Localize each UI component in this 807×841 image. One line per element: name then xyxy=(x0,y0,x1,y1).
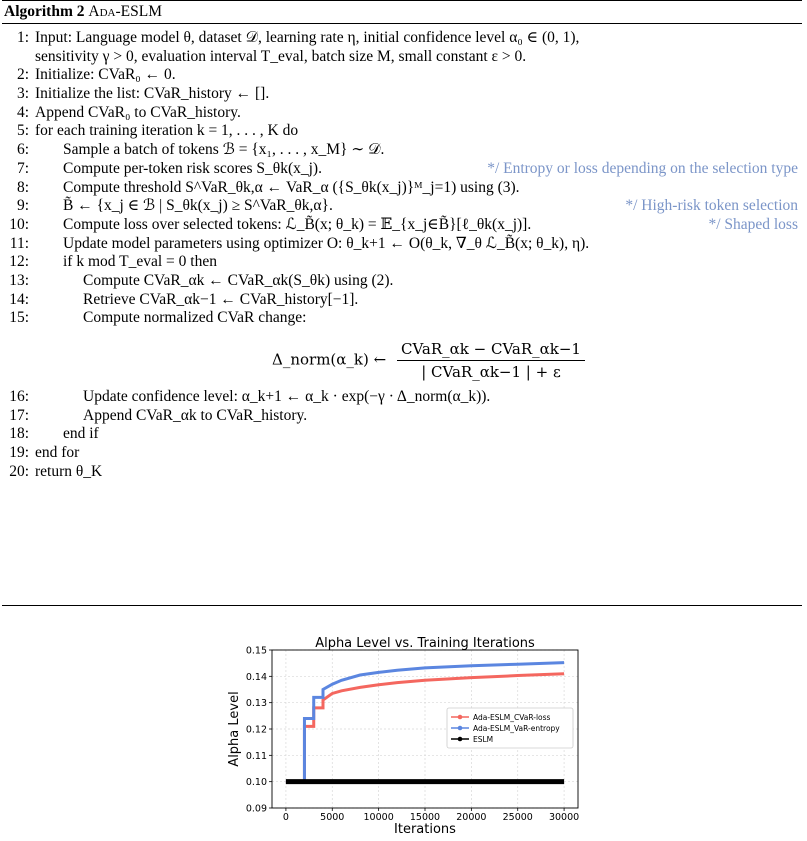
line-number: 1: xyxy=(16,29,29,46)
line-number: 20: xyxy=(9,462,29,480)
algorithm-label: Algorithm 2 xyxy=(4,3,85,20)
legend-marker xyxy=(458,737,463,742)
line-number: 12: xyxy=(9,253,29,271)
line-text: Initialize the list: CVaR_history ← []. xyxy=(35,85,270,103)
x-tick-label: 0 xyxy=(282,812,289,823)
line-number: 4: xyxy=(16,103,29,121)
x-tick-label: 30000 xyxy=(548,812,580,823)
line-number: 11: xyxy=(9,234,29,252)
x-tick-label: 20000 xyxy=(456,812,487,823)
line-number: 10: xyxy=(9,215,29,233)
line-text: Initialize: CVaR₀ ← 0. xyxy=(35,66,176,84)
y-tick-label: 0.13 xyxy=(245,698,267,710)
x-tick-label: 5000 xyxy=(320,812,345,823)
line-text: return θ_K xyxy=(35,462,103,480)
algorithm-name: Ada-ESLM xyxy=(88,3,162,20)
line-text: Update confidence level: α_k+1 ← α_k · exp(−γ · Δ_norm(α_k)). xyxy=(83,388,491,405)
line-text: Input: Language model θ, dataset 𝒟, learning rate η, initial confidence level α₀ ∈ (0, 1), xyxy=(35,29,580,46)
line-number: 6: xyxy=(16,141,29,159)
line-number: 17: xyxy=(9,406,29,424)
legend-label: Ada-ESLM_CVaR-loss xyxy=(473,712,551,722)
line-comment: */ Entropy or loss depending on the selection type xyxy=(487,159,798,177)
line-number: 9: xyxy=(16,197,29,215)
line-text: Append CVaR₀ to CVaR_history. xyxy=(35,103,241,121)
x-tick-label: 10000 xyxy=(363,812,394,823)
legend-marker xyxy=(458,715,463,720)
x-tick-label: 15000 xyxy=(409,812,441,823)
line-number: 19: xyxy=(9,444,29,462)
legend-marker xyxy=(458,726,463,731)
line-number: 2: xyxy=(16,66,29,84)
x-tick-label: 25000 xyxy=(502,812,533,823)
y-axis-label: Alpha Level xyxy=(227,691,242,767)
line-text: Append CVaR_αk to CVaR_history. xyxy=(83,406,308,424)
line-number: 18: xyxy=(9,425,29,443)
line-text: Compute normalized CVaR change: xyxy=(83,309,307,327)
line-text: sensitivity γ > 0, evaluation interval T_eval, batch size M, small constant ε > 0. xyxy=(35,47,527,65)
y-tick-label: 0.11 xyxy=(245,750,267,762)
line-text: end if xyxy=(63,425,99,443)
line-text: B̃ ← {x_j ∈ ℬ | S_θk(x_j) ≥ S^VaR_θk,α}. xyxy=(63,197,333,215)
line-text: Sample a batch of tokens ℬ = {x₁, . . . , x_M} ∼ 𝒟. xyxy=(63,141,385,159)
legend-label: Ada-ESLM_VaR-entropy xyxy=(473,723,560,733)
line-number: 15: xyxy=(9,309,29,327)
y-tick-label: 0.09 xyxy=(245,803,267,815)
legend-label: ESLM xyxy=(473,734,494,744)
equation-denominator: | CVaR_αk−1 | + ε xyxy=(421,363,561,381)
line-text: Compute loss over selected tokens: ℒ_B̃(x; θ_k) = 𝔼_{x_j∈B̃}[ℓ_θk(x_j)]. xyxy=(63,215,532,233)
y-tick-label: 0.10 xyxy=(245,777,267,789)
equation-numerator: CVaR_αk − CVaR_αk−1 xyxy=(397,340,585,361)
line-text: end for xyxy=(35,444,80,462)
line-number: 13: xyxy=(9,271,29,289)
equation-lhs: Δ_norm(α_k) ← xyxy=(272,350,387,369)
line-text: for each training iteration k = 1, . . . , K do xyxy=(35,122,299,140)
line-text: Retrieve CVaR_αk−1 ← CVaR_history[−1]. xyxy=(83,290,359,308)
line-number: 3: xyxy=(16,85,29,103)
line-text: if k mod T_eval = 0 then xyxy=(63,253,217,271)
line-comment: */ High-risk token selection xyxy=(625,197,798,215)
line-text: Compute threshold S^VaR_θk,α ← VaR_α ({S_θk(x_j)}ᴹ_j=1) using (3). xyxy=(63,178,520,196)
line-number: 5: xyxy=(16,122,29,140)
x-axis-label: Iterations xyxy=(394,822,456,837)
line-comment: */ Shaped loss xyxy=(708,215,798,233)
chart-title: Alpha Level vs. Training Iterations xyxy=(315,636,535,651)
line-text: Compute CVaR_αk ← CVaR_αk(S_θk) using (2). xyxy=(83,271,394,289)
line-number: 16: xyxy=(9,388,29,405)
line-number: 8: xyxy=(16,178,29,196)
line-text: Update model parameters using optimizer O: θ_k+1 ← O(θ_k, ∇_θ ℒ_B̃(x; θ_k), η). xyxy=(63,234,590,252)
y-tick-label: 0.12 xyxy=(245,724,267,736)
line-text: Compute per-token risk scores S_θk(x_j). xyxy=(63,159,322,177)
line-number: 14: xyxy=(9,290,29,308)
line-number: 7: xyxy=(16,159,29,177)
y-tick-label: 0.15 xyxy=(245,645,267,657)
y-tick-label: 0.14 xyxy=(245,671,267,683)
